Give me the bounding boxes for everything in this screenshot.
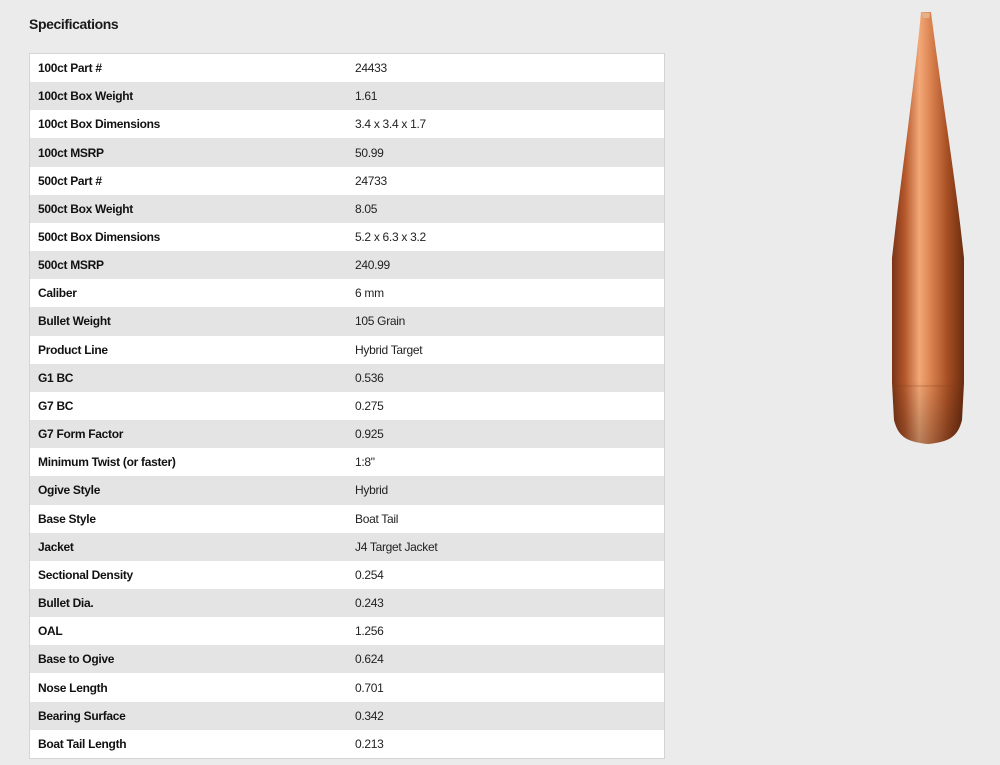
spec-label: Jacket <box>38 539 74 554</box>
spec-label: G7 Form Factor <box>38 427 124 442</box>
spec-row <box>30 533 664 561</box>
spec-label: Ogive Style <box>38 483 101 498</box>
spec-row <box>30 673 664 701</box>
spec-row <box>30 505 664 533</box>
spec-value: 50.99 <box>355 145 384 160</box>
spec-value: 24433 <box>355 61 387 76</box>
spec-value: Hybrid <box>355 483 388 498</box>
spec-value: Hybrid Target <box>355 342 423 357</box>
spec-label: Boat Tail Length <box>38 736 127 751</box>
spec-label: Base to Ogive <box>38 652 115 667</box>
spec-row <box>30 702 664 730</box>
spec-row <box>30 476 664 504</box>
spec-row <box>30 617 664 645</box>
spec-value: 3.4 x 3.4 x 1.7 <box>355 117 426 132</box>
specifications-table <box>29 53 665 759</box>
spec-value: 8.05 <box>355 201 378 216</box>
spec-label: Nose Length <box>38 680 108 695</box>
spec-value: 0.213 <box>355 736 384 751</box>
spec-row <box>30 307 664 335</box>
spec-row <box>30 82 664 110</box>
page-title: Specifications <box>29 16 119 32</box>
spec-value: J4 Target Jacket <box>355 539 438 554</box>
spec-value: 0.254 <box>355 567 384 582</box>
spec-value: 0.243 <box>355 596 384 611</box>
spec-label: Minimum Twist (or faster) <box>38 455 176 470</box>
spec-row <box>30 364 664 392</box>
spec-row <box>30 420 664 448</box>
spec-label: 100ct Box Dimensions <box>38 117 161 132</box>
spec-label: G7 BC <box>38 398 74 413</box>
spec-label: 100ct Part # <box>38 61 102 76</box>
spec-label: Bearing Surface <box>38 708 126 723</box>
spec-row <box>30 195 664 223</box>
spec-label: 500ct Part # <box>38 173 102 188</box>
spec-value: 0.701 <box>355 680 384 695</box>
spec-label: Base Style <box>38 511 96 526</box>
spec-row <box>30 730 664 758</box>
spec-value: 105 Grain <box>355 314 405 329</box>
spec-label: 500ct Box Dimensions <box>38 230 161 245</box>
spec-label: OAL <box>38 624 63 639</box>
spec-row <box>30 561 664 589</box>
spec-row <box>30 448 664 476</box>
spec-value: 6 mm <box>355 286 384 301</box>
spec-value: 24733 <box>355 173 387 188</box>
spec-label: 500ct MSRP <box>38 258 104 273</box>
spec-value: 0.624 <box>355 652 384 667</box>
spec-value: 1.256 <box>355 624 384 639</box>
spec-value: 1.61 <box>355 89 378 104</box>
spec-row <box>30 279 664 307</box>
spec-value: 5.2 x 6.3 x 3.2 <box>355 230 426 245</box>
spec-label: Bullet Weight <box>38 314 111 329</box>
bullet-product-image <box>880 8 976 450</box>
spec-row <box>30 54 664 82</box>
spec-value: 240.99 <box>355 258 390 273</box>
spec-row <box>30 251 664 279</box>
spec-label: G1 BC <box>38 370 74 385</box>
spec-label: Product Line <box>38 342 108 357</box>
spec-value: 0.925 <box>355 427 384 442</box>
spec-row <box>30 645 664 673</box>
spec-label: Sectional Density <box>38 567 133 582</box>
spec-label: 500ct Box Weight <box>38 201 134 216</box>
spec-row <box>30 223 664 251</box>
spec-label: 100ct MSRP <box>38 145 104 160</box>
spec-row <box>30 392 664 420</box>
spec-value: 0.536 <box>355 370 384 385</box>
spec-label: Bullet Dia. <box>38 596 94 611</box>
spec-value: Boat Tail <box>355 511 399 526</box>
spec-row <box>30 138 664 166</box>
spec-value: 1:8" <box>355 455 375 470</box>
spec-row <box>30 336 664 364</box>
spec-row <box>30 589 664 617</box>
spec-row <box>30 110 664 138</box>
spec-row <box>30 167 664 195</box>
bullet-icon <box>880 8 976 450</box>
spec-value: 0.275 <box>355 398 384 413</box>
spec-value: 0.342 <box>355 708 384 723</box>
spec-label: Caliber <box>38 286 77 301</box>
spec-label: 100ct Box Weight <box>38 89 134 104</box>
